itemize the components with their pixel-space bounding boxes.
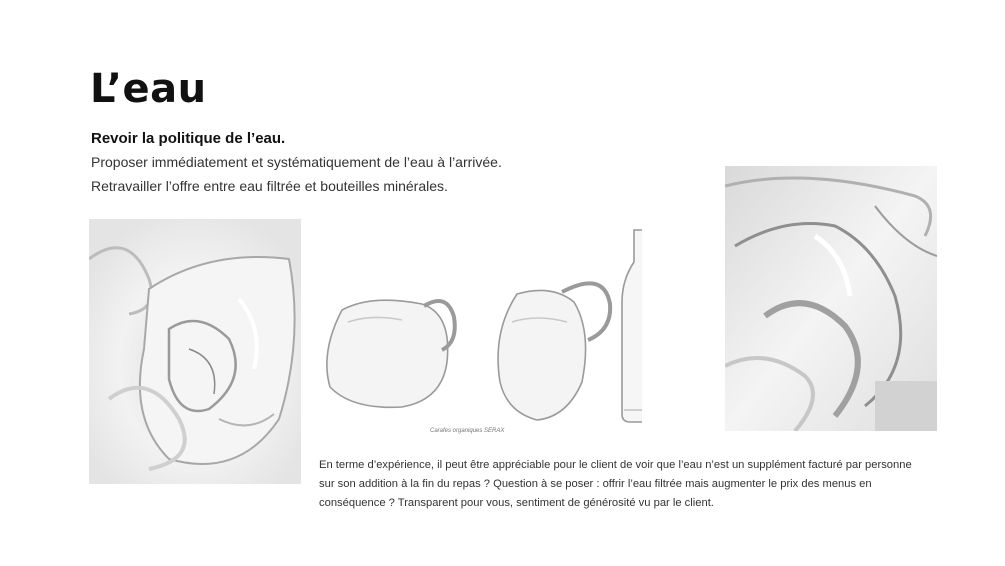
product-caption: Carafes organiques SERAX [430,428,505,434]
carafe-product-lineup [312,222,642,432]
page-title: L’eau [90,66,207,112]
glass-carafe-photo-right [725,166,937,431]
glass-carafe-photo-left [89,219,301,484]
explanation-paragraph: En terme d’expérience, il peut être appréciable pour le client de voir que l’eau n’est un supplément facturé par personne sur son addition à la fin du repas ? Question à se poser : offrir l’eau filtrée mais augmenter le prix des menus en conséquence ? Transparent pour vous, sentiment de générosité vu par le client. [319,459,912,509]
intro-line-1: Proposer immédiatement et systématiquement de l’eau à l’arrivée. [91,154,502,170]
section-subtitle: Revoir la politique de l’eau. [91,130,286,147]
intro-line-2: Retravailler l’offre entre eau filtrée et bouteilles minérales. [91,178,448,194]
